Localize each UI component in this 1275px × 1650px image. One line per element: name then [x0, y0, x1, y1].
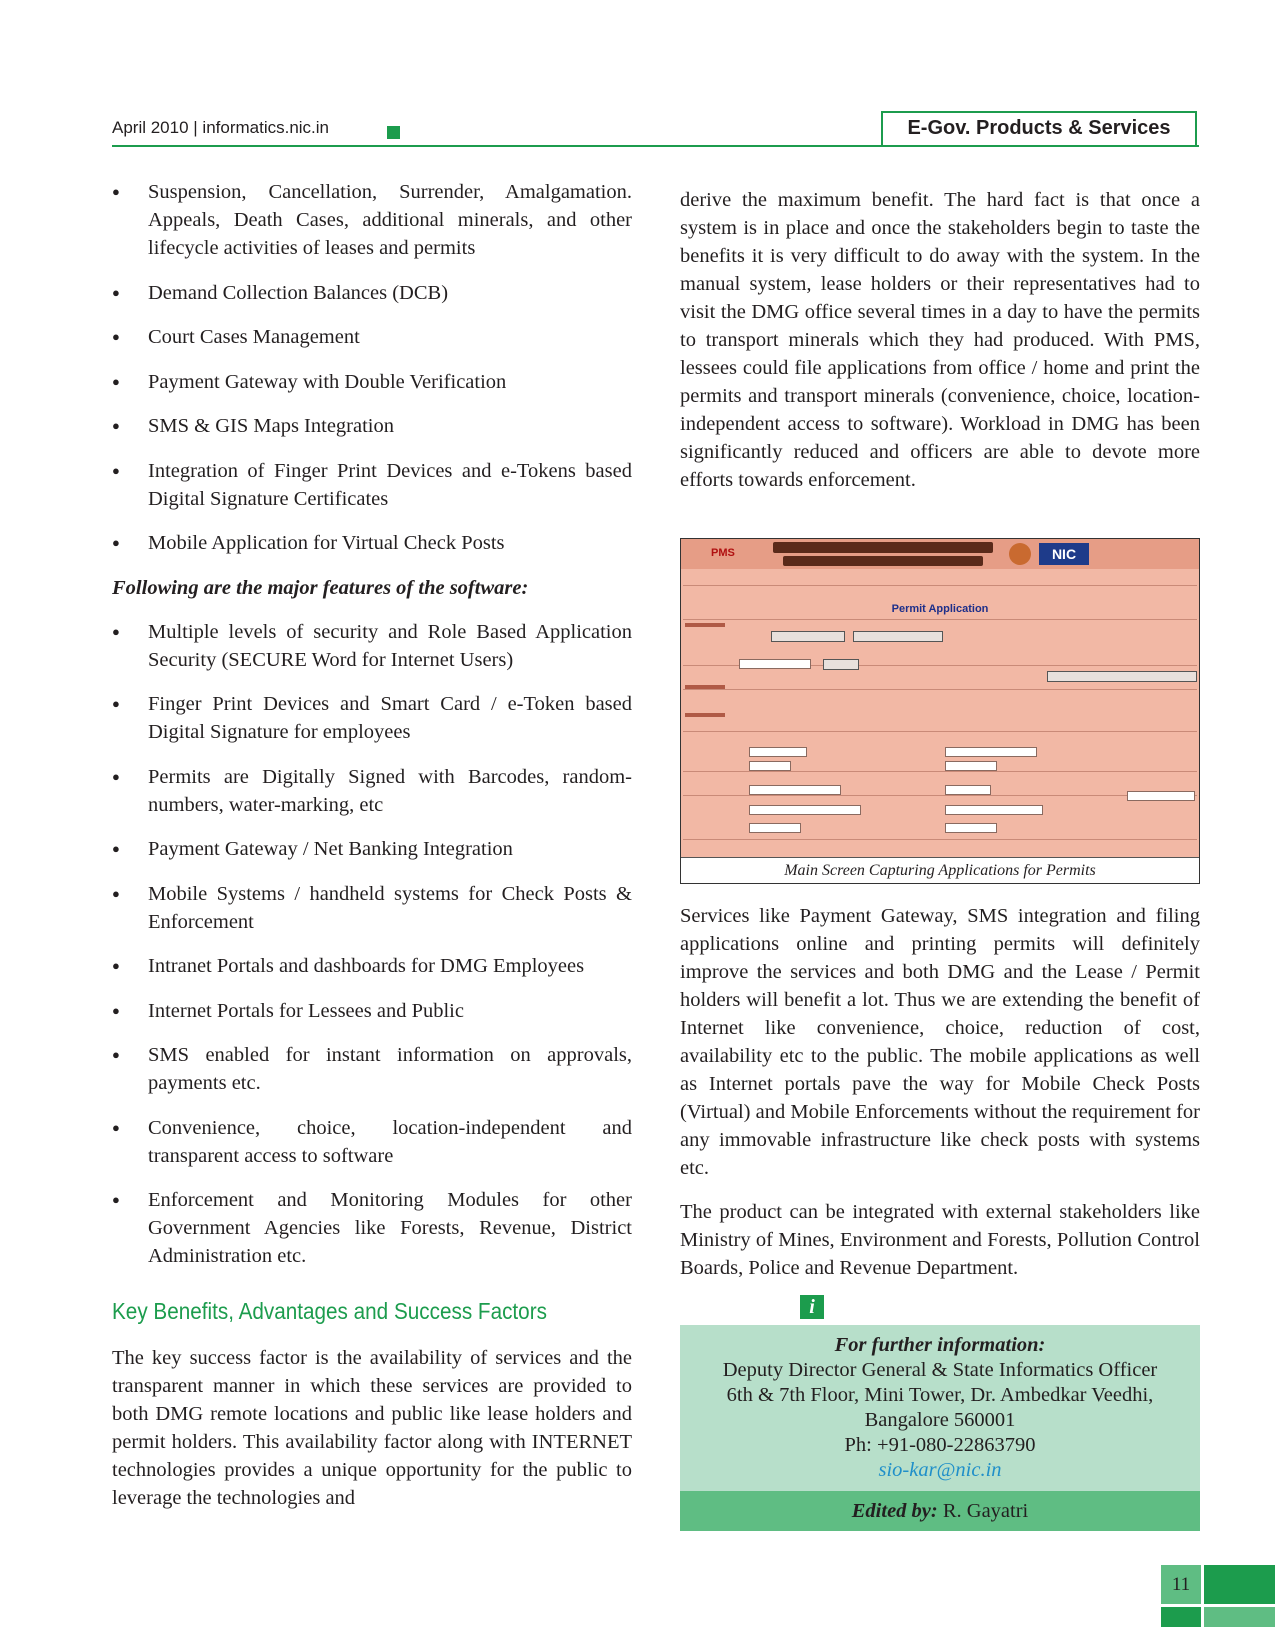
info-line: 6th & 7th Floor, Mini Tower, Dr. Ambedkar Veedhi, [726, 1384, 1154, 1406]
secure-word-field [739, 659, 811, 669]
valid-from-field [749, 823, 801, 833]
section-title: E-Gov. Products & Services [907, 117, 1171, 139]
form-row-line [683, 795, 1197, 796]
list-item: ● Court Cases Management [112, 323, 632, 351]
submit-button [823, 659, 859, 670]
screen-title: Permit Application [891, 603, 989, 615]
department-title-bar [773, 542, 993, 553]
figure-screenshot [681, 539, 1199, 857]
corner-block [1204, 1607, 1275, 1627]
list-item: ● Internet Portals for Lessees and Public [112, 997, 632, 1025]
list-item: ● Mobile Systems / handheld systems for Check Posts & Enforcement [112, 880, 632, 936]
info-heading: For further information: [834, 1334, 1046, 1356]
destination-type-select [749, 785, 841, 795]
info-icon: i [800, 1295, 824, 1319]
list-item: ● Integration of Finger Print Devices and e-Tokens based Digital Signature Certificates [112, 457, 632, 513]
info-line: Deputy Director General & State Informatics Officer [722, 1359, 1158, 1381]
form-label [685, 623, 725, 627]
features-bullet-list [112, 618, 632, 1271]
edited-by-label: Edited by: [851, 1500, 938, 1522]
list-item: ● Enforcement and Monitoring Modules for other Government Agencies like Forests, Revenue, District Administration etc. [112, 1186, 632, 1270]
form-row-line [683, 689, 1197, 690]
search-destination-field [1127, 791, 1195, 801]
permits-field [749, 761, 791, 771]
form-row-line [683, 585, 1197, 586]
new-application-button [771, 631, 845, 642]
list-item: ● Mobile Application for Virtual Check Posts [112, 529, 632, 557]
benefits-paragraph: The key success factor is the availability of services and the transparent manner in which these services are provided to both DMG remote locations and public like lease holders and permit holders. This availability factor along with INTERNET technologies provides a unique opportunity for the public to leverage the technologies and [112, 1347, 632, 1509]
list-item: ● Demand Collection Balances (DCB) [112, 279, 632, 307]
calculate-royalty-button [1047, 671, 1197, 682]
list-item: ● Intranet Portals and dashboards for DMG Employees [112, 952, 632, 980]
header-rule [112, 145, 1199, 147]
system-title-bar [783, 556, 983, 566]
contact-email-link[interactable]: sio-kar@nic.in [878, 1459, 1002, 1481]
page-number: 11 [1161, 1565, 1201, 1604]
list-item: ● Permits are Digitally Signed with Barcodes, random-numbers, water-marking, etc [112, 763, 632, 819]
checkpost-select [749, 805, 861, 815]
right-paragraph-1: derive the maximum benefit. The hard fact is that once a system is in place and once the stakeholders begin to taste the benefits it is very difficult to do away with the system. In the manual system, lease holders or their representatives had to visit the DMG office several times in a day to have the permits to transport minerals which they had produced. With PMS, lessees could file applications from office / home and print the permits and transport minerals (convenience, choice, location-independent access to software). Workload in DMG has been significantly reduced and officers are able to devote more efforts towards enforcement. [680, 189, 1200, 491]
list-item: ● SMS & GIS Maps Integration [112, 412, 632, 440]
issue-date-site: April 2010 | informatics.nic.in [112, 118, 330, 137]
mineral-grade-select [945, 747, 1037, 757]
form-row-line [683, 731, 1197, 732]
permit-application-figure [680, 538, 1200, 884]
list-item: ● Finger Print Devices and Smart Card / e-Token based Digital Signature for employees [112, 690, 632, 746]
features-heading: Following are the major features of the software: [112, 576, 529, 599]
nic-logo: NIC [1039, 543, 1089, 565]
corner-block [1161, 1607, 1201, 1627]
destination-name-select [945, 785, 991, 795]
valid-to-field [945, 823, 997, 833]
left-column [112, 178, 632, 1512]
corner-block [1204, 1565, 1275, 1604]
list-item: ● SMS enabled for instant information on approvals, payments etc. [112, 1041, 632, 1097]
cancel-application-button [853, 631, 943, 642]
list-item: ● Convenience, choice, location-independent and transparent access to software [112, 1114, 632, 1170]
right-column-lower [680, 902, 1200, 1282]
benefits-heading: Key Benefits, Advantages and Success Factors [112, 1298, 547, 1324]
edited-by-bar [680, 1491, 1200, 1531]
source-select [945, 761, 997, 771]
list-item: ● Multiple levels of security and Role Based Application Security (SECURE Word for Internet Users) [112, 618, 632, 674]
further-information-box [680, 1325, 1200, 1491]
header-green-square [387, 126, 400, 139]
right-paragraph-3: The product can be integrated with external stakeholders like Ministry of Mines, Environment and Forests, Pollution Control Boards, Police and Revenue Department. [680, 1201, 1200, 1279]
info-line: Ph: +91-080-22863790 [844, 1434, 1036, 1456]
form-label [685, 713, 725, 717]
form-row-line [683, 619, 1197, 620]
section-title-box [881, 111, 1197, 145]
editor-name: R. Gayatri [942, 1500, 1029, 1522]
info-line: Bangalore 560001 [864, 1409, 1016, 1431]
list-item: ● Suspension, Cancellation, Surrender, Amalgamation. Appeals, Death Cases, additional minerals, and other lifecycle activities of leases and permits [112, 178, 632, 262]
form-label [685, 685, 725, 689]
route-select [945, 805, 1043, 815]
list-item: ● Payment Gateway with Double Verification [112, 368, 632, 396]
right-paragraph-2: Services like Payment Gateway, SMS integration and filing applications online and printing permits will definitely improve the services and both DMG and the Lease / Permit holders will benefit a lot. Thus we are extending the benefit of Internet like convenience, choice, reduction of cost, availability etc to the public. The mobile applications as well as Internet portals pave the way for Mobile Check Posts (Virtual) and Mobile Enforcements without the requirement for any immovable infrastructure like check posts with systems etc. [680, 905, 1200, 1179]
pms-logo: PMS [711, 547, 735, 559]
figure-caption: Main Screen Capturing Applications for Permits [681, 857, 1199, 884]
list-item: ● Payment Gateway / Net Banking Integration [112, 835, 632, 863]
emblem-icon [1009, 543, 1031, 565]
lifecycle-bullet-list [112, 178, 632, 557]
form-row-line [683, 839, 1197, 840]
mineral-select [749, 747, 807, 757]
form-row-line [683, 771, 1197, 772]
right-column [680, 186, 1200, 494]
